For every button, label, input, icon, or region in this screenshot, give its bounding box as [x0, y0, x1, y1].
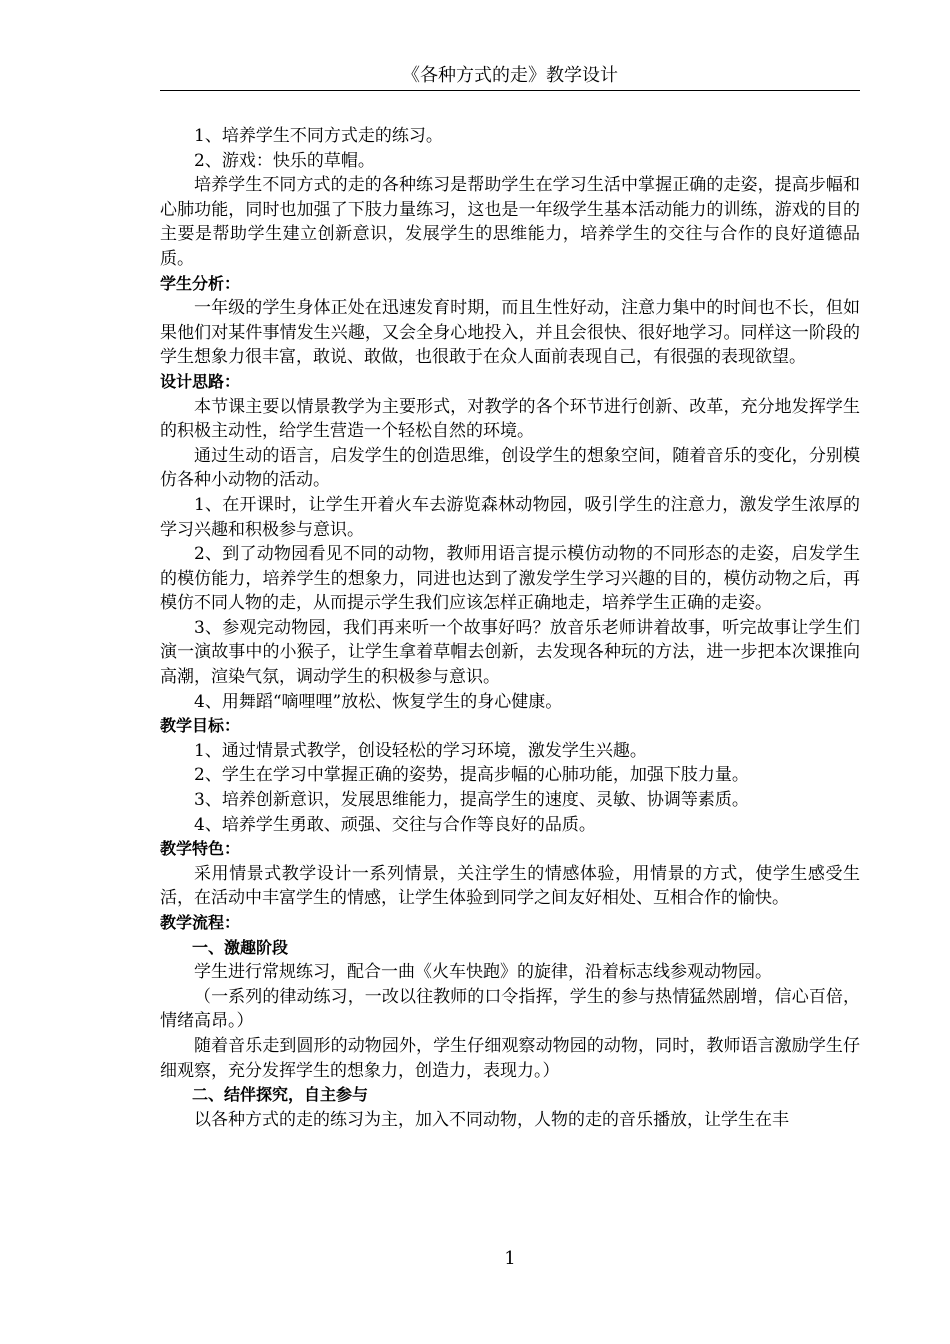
paragraph: 采用情景式教学设计一系列情景，关注学生的情感体验，用情景的方式，使学生感受生活，在活动中丰富学生的情感，让学生体验到同学之间友好相处、互相合作的愉快。: [160, 863, 860, 909]
subsection-heading: 二、结伴探究，自主参与: [192, 1085, 369, 1105]
paragraph: 4、用舞蹈“嘀哩哩”放松、恢复学生的身心健康。: [194, 691, 563, 712]
paragraph: 2、游戏：快乐的草帽。: [194, 150, 375, 171]
section-heading: 设计思路：: [160, 371, 241, 391]
section-heading: 学生分析：: [160, 273, 241, 293]
paragraph: 2、到了动物园看见不同的动物，教师用语言提示模仿动物的不同形态的走姿，启发学生的模仿能力，培养学生的想象力，同进也达到了激发学生学习兴趣的目的，模仿动物之后，再模仿不同人物的走，从而提示学生我们应该怎样正确地走，培养学生正确的走姿。: [160, 544, 860, 614]
paragraph: 2、学生在学习中掌握正确的姿势，提高步幅的心肺功能，加强下肢力量。: [194, 765, 749, 786]
paragraph: 1、在开课时，让学生开着火车去游览森林动物园，吸引学生的注意力，激发学生浓厚的学习兴趣和积极参与意识。: [160, 494, 860, 540]
header-divider: [160, 90, 860, 91]
section-heading: 教学目标：: [160, 716, 241, 736]
paragraph: 本节课主要以情景教学为主要形式，对教学的各个环节进行创新、改革，充分地发挥学生的积极主动性，给学生营造一个轻松自然的环境。: [160, 396, 860, 442]
paragraph: （一系列的律动练习，一改以往教师的口令指挥，学生的参与热情猛然剧增，信心百倍，情绪高昂。）: [160, 986, 860, 1032]
paragraph: 学生进行常规练习，配合一曲《火车快跑》的旋律，沿着标志线参观动物园。: [194, 962, 772, 983]
paragraph: 1、培养学生不同方式走的练习。: [194, 126, 443, 146]
page-number: 1: [504, 1248, 516, 1269]
paragraph: 通过生动的语言，启发学生的创造思维，创设学生的想象空间，随着音乐的变化，分别模仿各种小动物的活动。: [160, 445, 860, 491]
paragraph: 1、通过情景式教学，创设轻松的学习环境，激发学生兴趣。: [194, 740, 647, 761]
paragraph: 培养学生不同方式的走的各种练习是帮助学生在学习生活中掌握正确的走姿，提高步幅和心肺功能，同时也加强了下肢力量练习，这也是一年级学生基本活动能力的训练，游戏的目的主要是帮助学生建立创新意识，发展学生的思维能力，培养学生的交往与合作的良好道德品质。: [160, 175, 860, 269]
section-heading: 教学流程：: [160, 913, 241, 932]
paragraph: 4、培养学生勇敢、顽强、交往与合作等良好的品质。: [194, 814, 596, 835]
paragraph: 3、参观完动物园，我们再来听一个故事好吗？放音乐老师讲着故事，听完故事让学生们演一演故事中的小猴子，让学生拿着草帽去创新，去发现各种玩的方法，进一步把本次课推向高潮，渲染气氛，调动学生的积极参与意识。: [160, 617, 860, 688]
paragraph: 以各种方式的走的练习为主，加入不同动物，人物的走的音乐播放，让学生在丰: [194, 1109, 789, 1130]
section-heading: 教学特色：: [160, 839, 241, 859]
paragraph: 一年级的学生身体正处在迅速发育时期，而且生性好动，注意力集中的时间也不长，但如果他们对某件事情发生兴趣，又会全身心地投入，并且会很快、很好地学习。同样这一阶段的学生想象力很丰富，敢说、敢做，也很敢于在众人面前表现自己，有很强的表现欲望。: [160, 298, 860, 368]
paragraph: 随着音乐走到圆形的动物园外，学生仔细观察动物园的动物，同时，教师语言激励学生仔细观察，充分发挥学生的想象力，创造力，表现力。）: [160, 1035, 860, 1081]
document-body: [160, 124, 860, 1132]
page-header-title: 《各种方式的走》教学设计: [402, 65, 618, 86]
paragraph: 3、培养创新意识，发展思维能力，提高学生的速度、灵敏、协调等素质。: [194, 790, 749, 811]
subsection-heading: 一、激趣阶段: [192, 937, 289, 957]
